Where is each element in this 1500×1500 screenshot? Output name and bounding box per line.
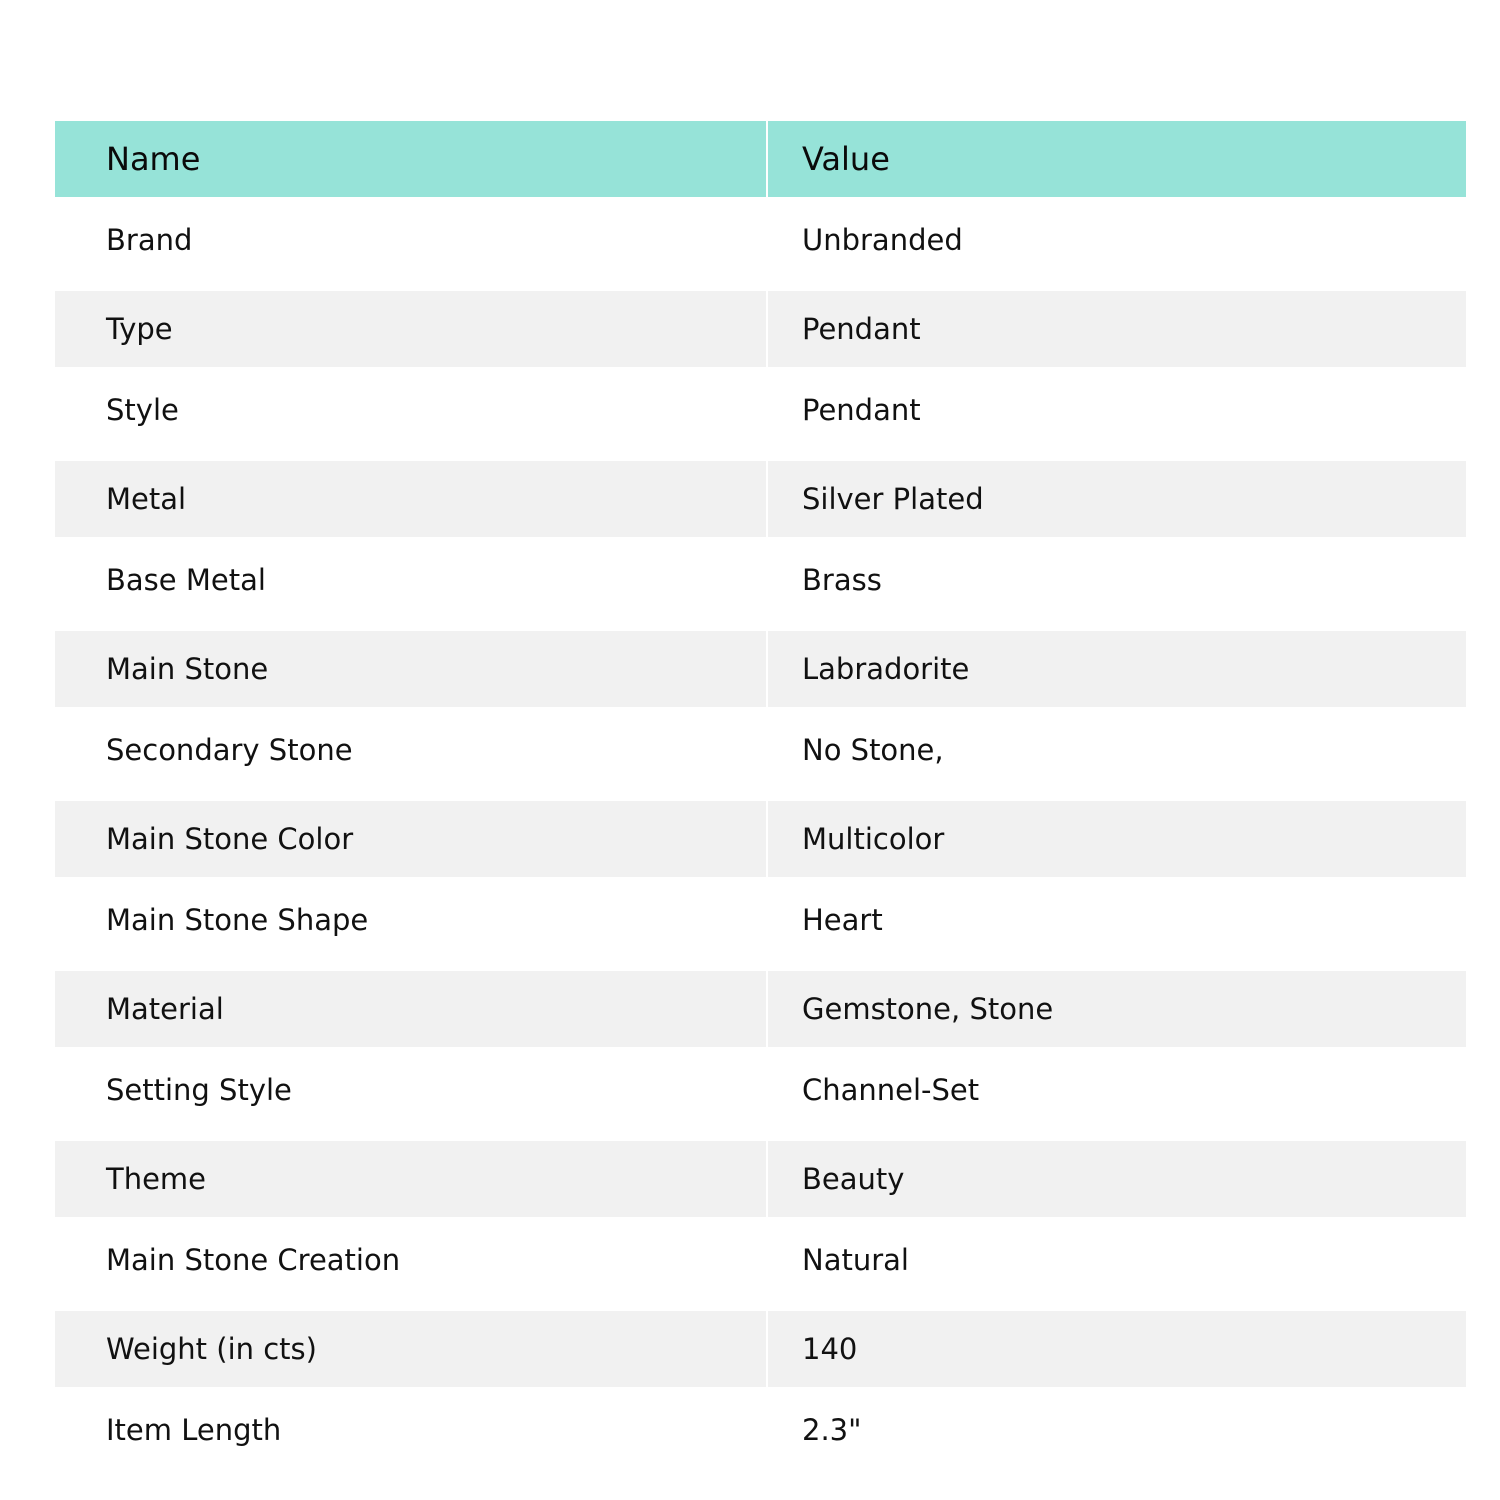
table-header-row <box>55 121 1466 197</box>
row-name-cell: Material <box>55 971 766 1047</box>
table-row <box>55 707 1466 792</box>
row-value-cell: 140 <box>768 1311 1466 1387</box>
row-value-cell: Labradorite <box>768 631 1466 707</box>
column-header-name: Name <box>55 121 766 197</box>
row-value-cell: Unbranded <box>768 197 1466 282</box>
row-name-cell: Secondary Stone <box>55 707 766 792</box>
column-header-value: Value <box>768 121 1466 197</box>
row-name-cell: Type <box>55 291 766 367</box>
row-value-cell: 2.3" <box>768 1387 1466 1472</box>
row-name-cell: Brand <box>55 197 766 282</box>
row-name-cell: Setting Style <box>55 1047 766 1132</box>
row-value-cell: Heart <box>768 877 1466 962</box>
row-name-cell: Metal <box>55 461 766 537</box>
row-value-cell: Beauty <box>768 1141 1466 1217</box>
table-row <box>55 461 1466 537</box>
table-row <box>55 367 1466 452</box>
table-row <box>55 801 1466 877</box>
table-row <box>55 1141 1466 1217</box>
row-value-cell: Silver Plated <box>768 461 1466 537</box>
table-row <box>55 1047 1466 1132</box>
table-row <box>55 971 1466 1047</box>
table-row <box>55 631 1466 707</box>
table-row <box>55 1217 1466 1302</box>
row-value-cell: Natural <box>768 1217 1466 1302</box>
row-value-cell: No Stone, <box>768 707 1466 792</box>
row-value-cell: Pendant <box>768 291 1466 367</box>
row-name-cell: Main Stone Color <box>55 801 766 877</box>
row-name-cell: Base Metal <box>55 537 766 622</box>
row-name-cell: Main Stone <box>55 631 766 707</box>
row-name-cell: Main Stone Shape <box>55 877 766 962</box>
table-row <box>55 197 1466 282</box>
row-value-cell: Multicolor <box>768 801 1466 877</box>
row-name-cell: Item Length <box>55 1387 766 1472</box>
table-row <box>55 537 1466 622</box>
row-value-cell: Brass <box>768 537 1466 622</box>
table-row <box>55 1311 1466 1387</box>
row-value-cell: Gemstone, Stone <box>768 971 1466 1047</box>
row-name-cell: Theme <box>55 1141 766 1217</box>
row-value-cell: Channel-Set <box>768 1047 1466 1132</box>
row-name-cell: Style <box>55 367 766 452</box>
row-value-cell: Pendant <box>768 367 1466 452</box>
table-row <box>55 877 1466 962</box>
table-row <box>55 1387 1466 1472</box>
row-name-cell: Main Stone Creation <box>55 1217 766 1302</box>
table-row <box>55 291 1466 367</box>
item-specifics-table <box>55 121 1466 1472</box>
row-name-cell: Weight (in cts) <box>55 1311 766 1387</box>
